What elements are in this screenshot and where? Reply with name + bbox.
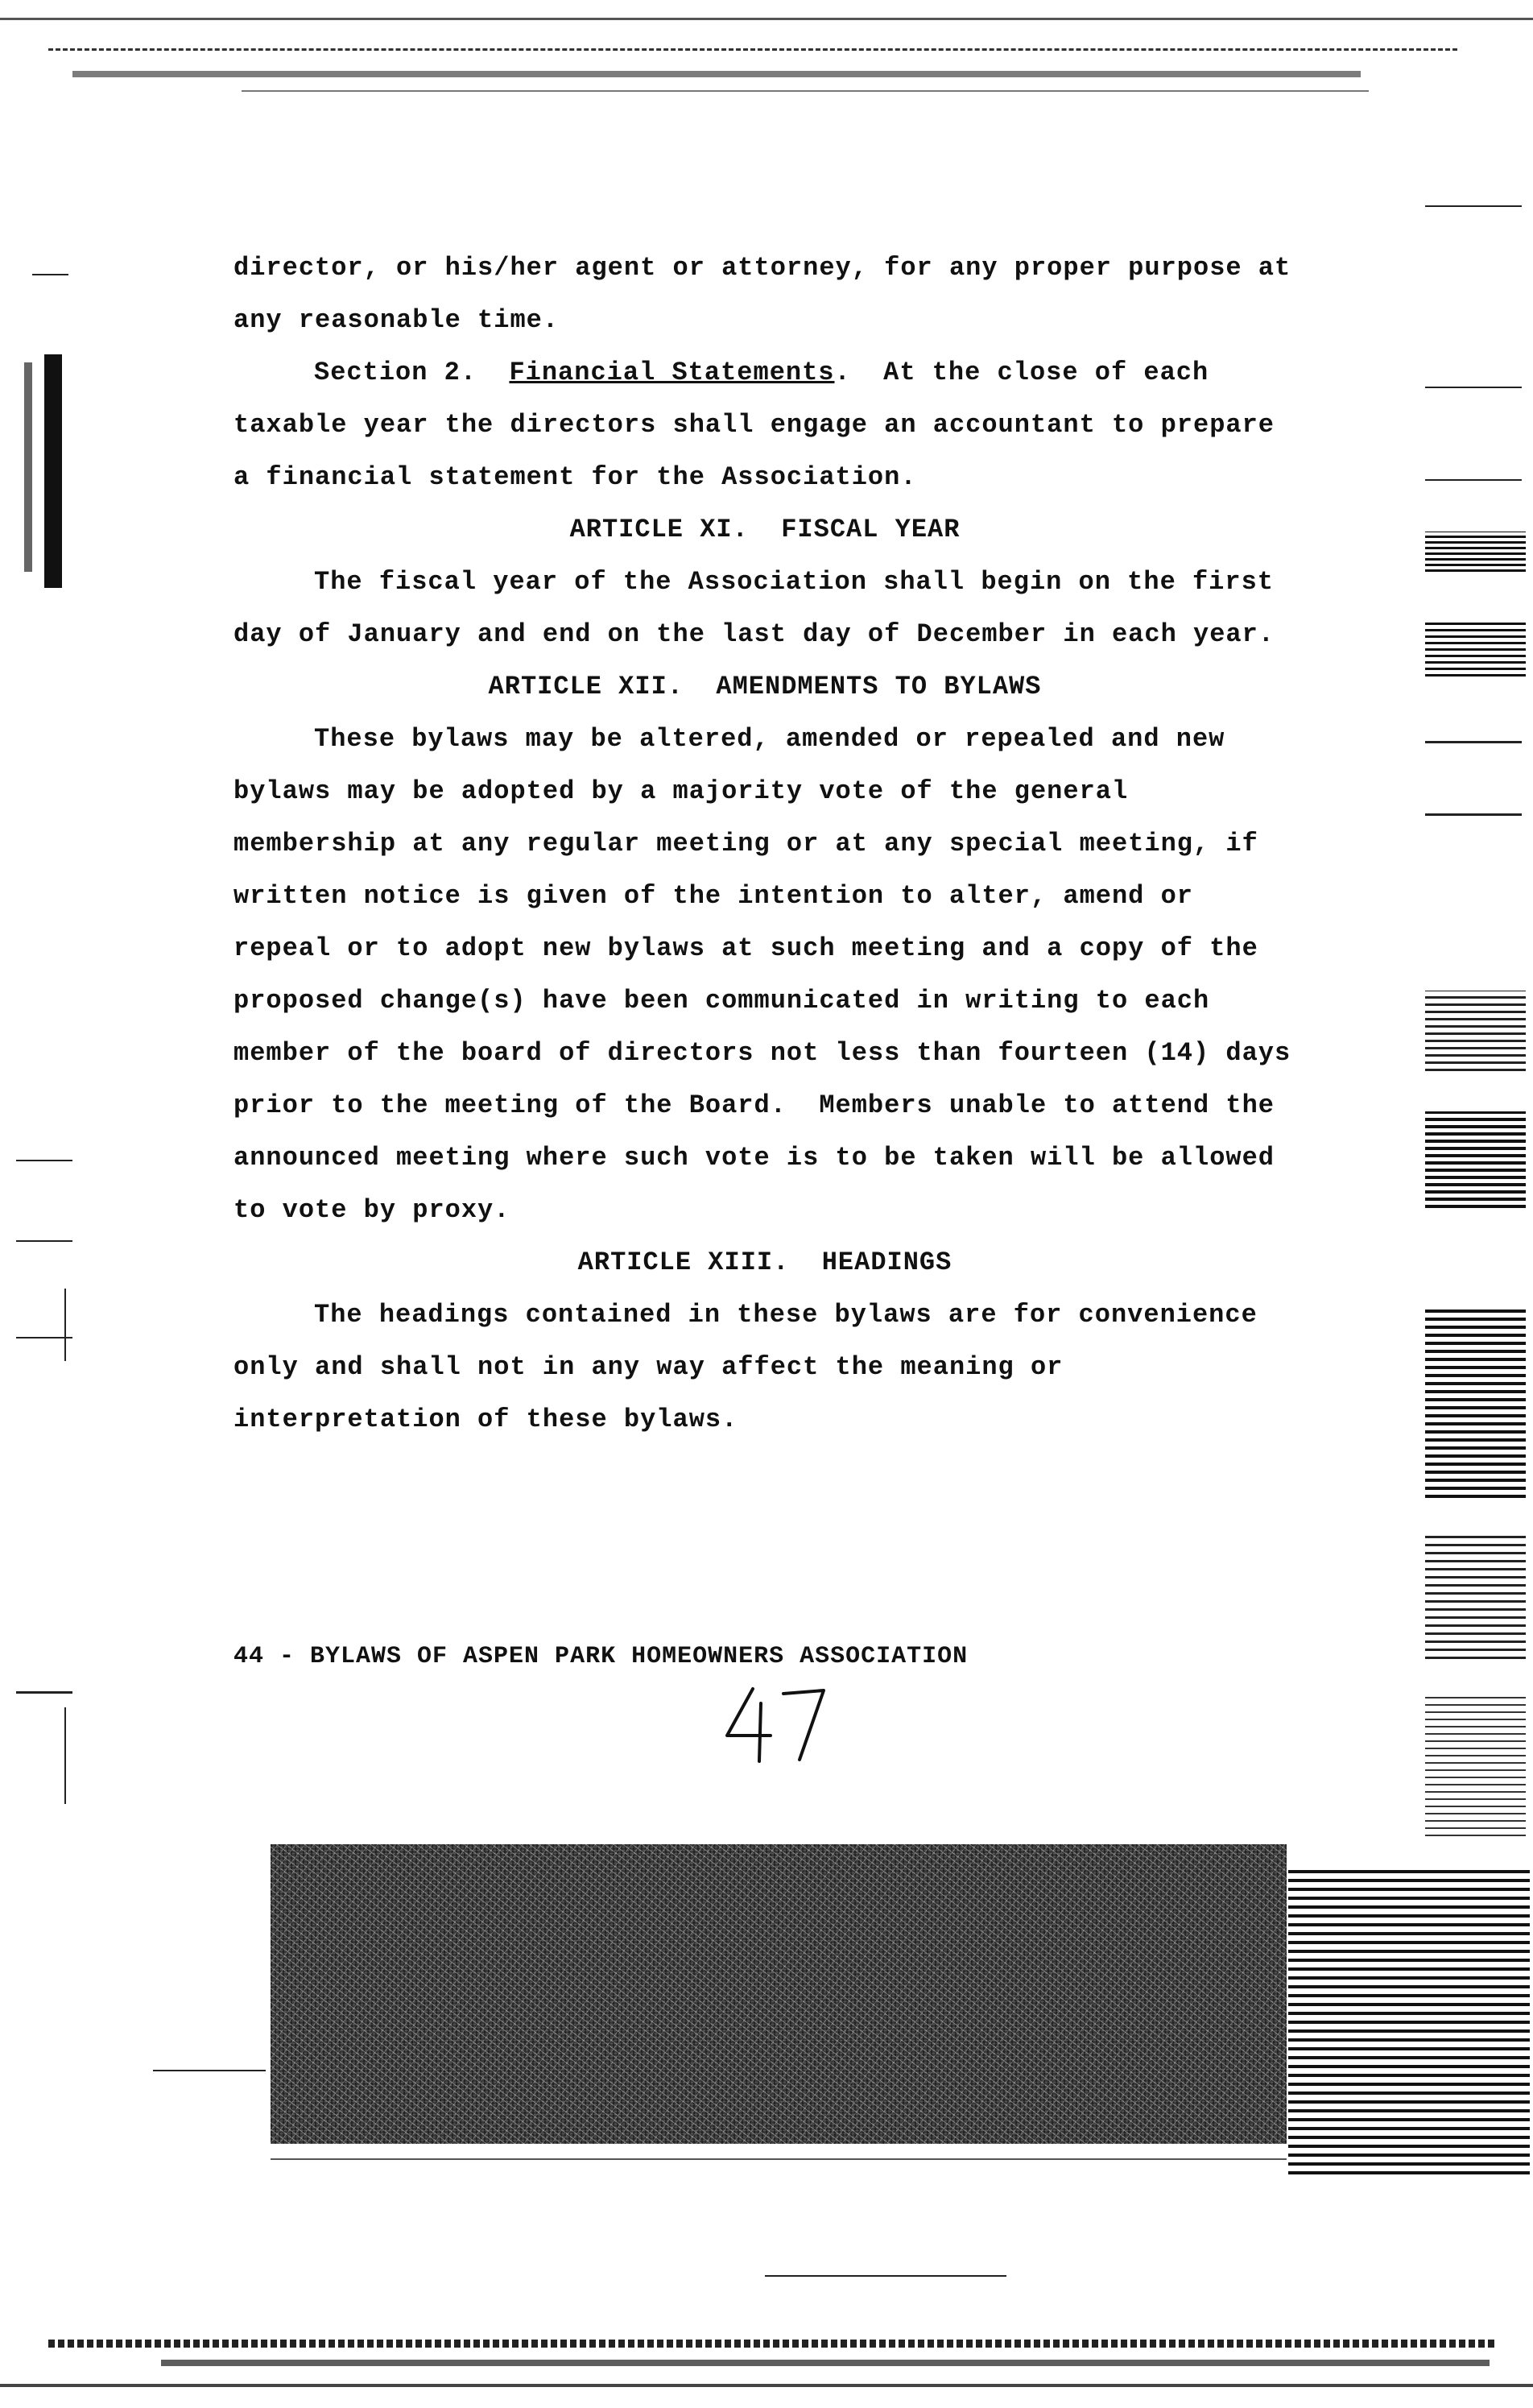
- scan-edge-top-dashes: [48, 48, 1457, 51]
- body-line: announced meeting where such vote is to be taken will be allowed: [233, 1143, 1275, 1173]
- article-xi-heading: ARTICLE XI. FISCAL YEAR: [569, 515, 961, 544]
- scan-right-line-1: [1425, 205, 1522, 207]
- scan-right-block-2: [1425, 620, 1526, 676]
- article-xiii-heading: ARTICLE XIII. HEADINGS: [577, 1247, 952, 1277]
- scan-right-line-4: [1425, 741, 1522, 743]
- body-line: proposed change(s) have been communicated in writing to each: [233, 986, 1210, 1016]
- scan-right-block-4: [1425, 1111, 1526, 1208]
- scan-left-vert-1: [64, 1289, 66, 1361]
- scan-bottom-band-2: [161, 2360, 1490, 2366]
- body-line: prior to the meeting of the Board. Members unable to attend the: [233, 1090, 1275, 1120]
- section-title-financial-statements: Financial Statements: [509, 358, 835, 387]
- scan-right-line-5: [1425, 813, 1522, 816]
- scan-left-tick-5: [16, 1691, 72, 1694]
- scan-edge-top-line: [242, 90, 1369, 92]
- scan-left-vert-2: [64, 1707, 66, 1804]
- scan-edge-top-band: [72, 71, 1361, 77]
- scan-noise-block: [271, 1844, 1287, 2144]
- body-line: These bylaws may be altered, amended or repealed and new: [314, 724, 1225, 754]
- document-body: [233, 242, 1296, 1446]
- scan-bottom-band: [48, 2340, 1498, 2348]
- body-line: a financial statement for the Association.: [233, 462, 917, 492]
- body-line: The fiscal year of the Association shall begin on the first: [314, 567, 1274, 597]
- scan-left-bar: [44, 354, 62, 588]
- scan-left-line-bottom: [153, 2070, 266, 2071]
- body-line: membership at any regular meeting or at any special meeting, if: [233, 829, 1258, 859]
- scan-right-block-3: [1425, 991, 1526, 1071]
- scan-right-block-8: [1288, 1868, 1530, 2174]
- scan-bottom-edge: [0, 2384, 1533, 2387]
- scan-left-tick-1: [32, 274, 68, 275]
- body-line: repeal or to adopt new bylaws at such meeting and a copy of the: [233, 933, 1258, 963]
- body-line: member of the board of directors not less than fourteen (14) days: [233, 1038, 1291, 1068]
- body-line: written notice is given of the intention to alter, amend or: [233, 881, 1193, 911]
- article-xii-heading: ARTICLE XII. AMENDMENTS TO BYLAWS: [488, 672, 1042, 701]
- scan-right-block-1: [1425, 532, 1526, 572]
- scan-right-line-2: [1425, 387, 1522, 388]
- scan-left-bar-thin: [24, 362, 32, 572]
- handwritten-page-number: [721, 1679, 833, 1768]
- scan-right-block-6: [1425, 1530, 1526, 1659]
- scan-right-block-7: [1425, 1691, 1526, 1836]
- body-line: any reasonable time.: [233, 305, 560, 335]
- scan-left-tick-2: [16, 1160, 72, 1161]
- scan-bottom-line: [765, 2275, 1006, 2277]
- body-line: taxable year the directors shall engage an accountant to prepare: [233, 410, 1275, 440]
- section-continuation: . At the close of each: [834, 358, 1209, 387]
- section-label: Section 2.: [314, 358, 510, 387]
- section-2-line: [233, 346, 1296, 399]
- body-line: to vote by proxy.: [233, 1195, 510, 1225]
- scan-right-block-5: [1425, 1305, 1526, 1498]
- scan-line-below-block: [271, 2158, 1287, 2160]
- body-line: director, or his/her agent or attorney, for any proper purpose at: [233, 253, 1291, 283]
- body-line: only and shall not in any way affect the meaning or: [233, 1352, 1064, 1382]
- scan-edge-top: [0, 18, 1533, 20]
- body-line: interpretation of these bylaws.: [233, 1405, 738, 1434]
- body-line: day of January and end on the last day of December in each year.: [233, 619, 1275, 649]
- scan-right-line-3: [1425, 479, 1522, 481]
- scan-left-tick-3: [16, 1240, 72, 1242]
- page-footer: 44 - BYLAWS OF ASPEN PARK HOMEOWNERS ASSOCIATION: [233, 1643, 969, 1670]
- body-line: bylaws may be adopted by a majority vote of the general: [233, 776, 1129, 806]
- body-line: The headings contained in these bylaws are for convenience: [314, 1300, 1258, 1330]
